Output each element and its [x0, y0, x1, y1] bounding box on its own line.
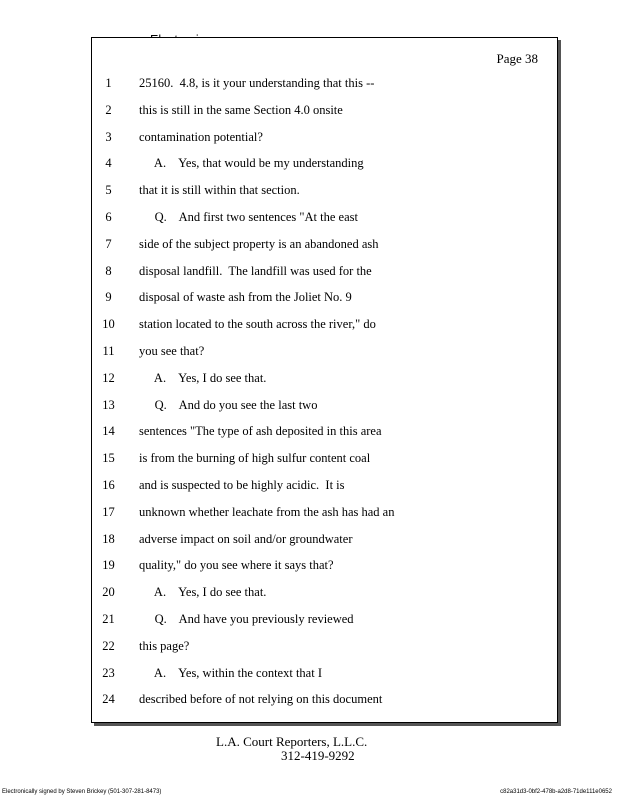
transcript-line — [92, 666, 557, 686]
line-number: 16 — [102, 478, 115, 492]
transcript-line — [92, 344, 557, 364]
transcript-line — [92, 290, 557, 310]
line-number: 20 — [102, 585, 115, 600]
line-number: 5 — [105, 183, 112, 198]
line-number: 19 — [102, 558, 115, 573]
line-text: that it is still within that section. — [139, 183, 300, 198]
line-text: Q. And do you see the last two — [139, 397, 318, 412]
line-number: 4 — [105, 156, 112, 171]
transcript-line — [92, 451, 557, 471]
line-text: and is suspected to be highly acidic. It is — [139, 478, 345, 492]
transcript-line — [92, 76, 557, 96]
line-text: disposal landfill. The landfill was used for the — [139, 263, 372, 278]
line-text: adverse impact on soil and/or groundwater — [139, 531, 353, 546]
transcript-line — [92, 639, 557, 659]
line-number: 23 — [102, 665, 115, 680]
transcript-line — [92, 478, 557, 498]
line-text: A. Yes, I do see that. — [139, 370, 267, 385]
line-number: 1 — [105, 76, 112, 90]
line-text: A. Yes, I do see that. — [139, 585, 267, 600]
transcript-line — [92, 156, 557, 176]
line-text: unknown whether leachate from the ash has had an — [139, 504, 395, 519]
transcript-line — [92, 183, 557, 203]
line-text: disposal of waste ash from the Joliet No. 9 — [139, 290, 352, 305]
line-text: is from the burning of high sulfur content coal — [139, 451, 371, 466]
line-text: side of the subject property is an abandoned ash — [139, 236, 379, 251]
transcript-line — [92, 237, 557, 257]
line-text: this page? — [139, 638, 190, 653]
reporter-company: L.A. Court Reporters, L.L.C. — [216, 734, 368, 749]
line-text: you see that? — [139, 344, 205, 358]
line-number: 17 — [102, 504, 115, 519]
transcript-line — [92, 317, 557, 337]
line-number: 2 — [105, 102, 112, 117]
line-number: 18 — [102, 531, 115, 546]
line-number: 12 — [102, 370, 115, 385]
electronic-signature: Electronically signed by Steven Brickey (501-307-281-8473) — [2, 789, 162, 795]
line-number: 24 — [102, 692, 115, 707]
transcript-line — [92, 264, 557, 284]
line-text: this is still in the same Section 4.0 onsite — [139, 102, 343, 117]
line-number: 3 — [105, 129, 112, 144]
line-text: 25160. 4.8, is it your understanding that this -- — [139, 76, 375, 90]
transcript-line — [92, 692, 557, 712]
line-text: Q. And first two sentences "At the east — [139, 210, 358, 224]
line-number: 7 — [105, 236, 112, 251]
line-text: A. Yes, that would be my understanding — [139, 156, 364, 171]
document-hash: c82a31d3-0bf2-478b-a2d8-71de111e0652 — [500, 789, 612, 795]
line-number: 22 — [102, 638, 115, 653]
page-number: Page 38 — [496, 51, 538, 66]
line-number: 11 — [102, 344, 115, 358]
transcript-line — [92, 505, 557, 525]
transcript-line — [92, 103, 557, 123]
line-number: 9 — [105, 290, 112, 305]
line-text: A. Yes, within the context that I — [139, 665, 322, 680]
line-text: quality," do you see where it says that? — [139, 558, 334, 573]
line-number: 6 — [105, 210, 112, 224]
transcript-line — [92, 585, 557, 605]
line-number: 8 — [105, 263, 112, 278]
line-text: sentences "The type of ash deposited in this area — [139, 424, 382, 439]
transcript-line — [92, 424, 557, 444]
line-text: described before of not relying on this document — [139, 692, 383, 707]
line-text: contamination potential? — [139, 129, 263, 144]
transcript-line — [92, 210, 557, 230]
transcript-line — [92, 532, 557, 552]
line-number: 10 — [102, 317, 115, 332]
line-number: 14 — [102, 424, 115, 439]
transcript-line — [92, 398, 557, 418]
line-number: 13 — [102, 397, 115, 412]
reporter-phone: 312-419-9292 — [281, 748, 355, 763]
transcript-line — [92, 130, 557, 150]
line-text: station located to the south across the river," do — [139, 317, 376, 332]
line-number: 21 — [102, 612, 115, 626]
transcript-line — [92, 371, 557, 391]
transcript-page — [91, 37, 558, 723]
line-number: 15 — [102, 451, 115, 466]
transcript-line — [92, 558, 557, 578]
transcript-line — [92, 612, 557, 632]
line-text: Q. And have you previously reviewed — [139, 612, 354, 626]
